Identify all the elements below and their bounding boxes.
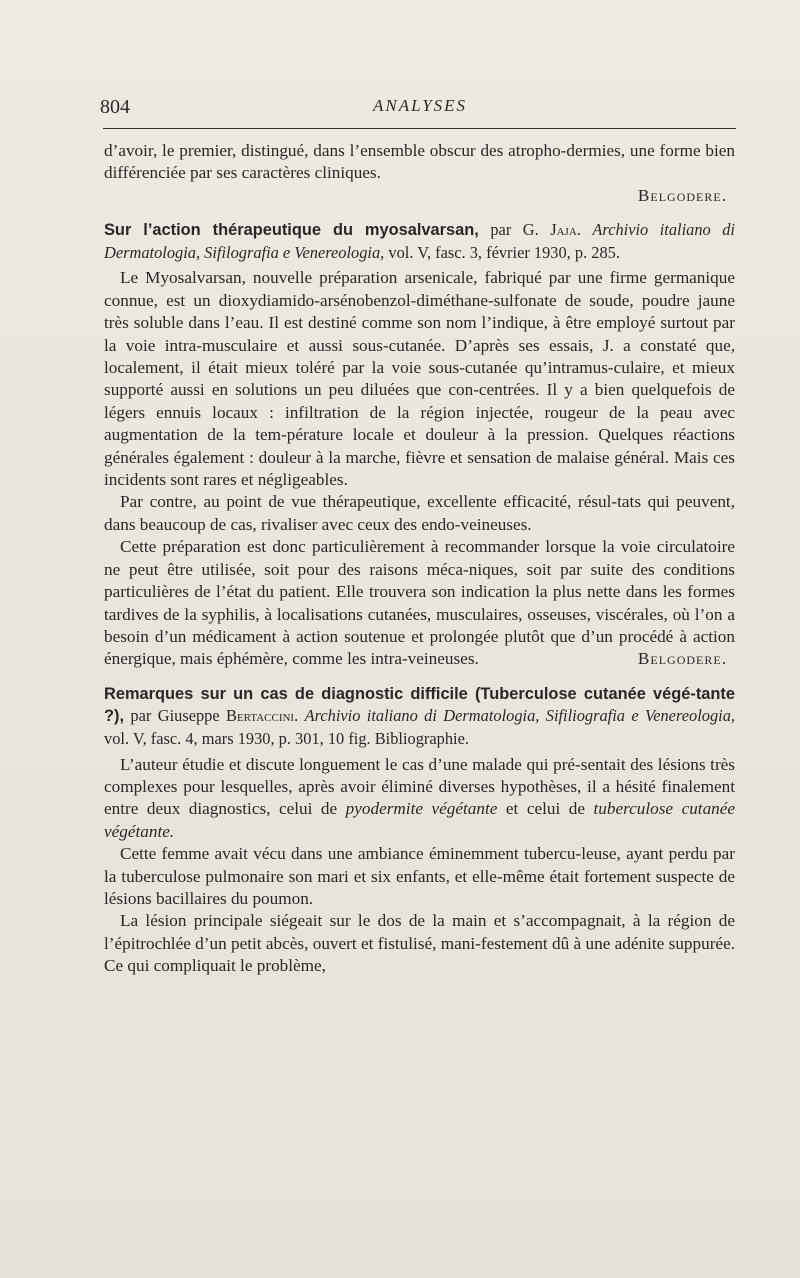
article2-by: par Giuseppe <box>130 706 220 726</box>
article2-journal: Archivio italiano di Dermatologia, Sifiliografia e Venereologia, <box>304 706 735 726</box>
article2-details: vol. V, fasc. 4, mars 1930, p. 301, 10 fig. Bibliographie. <box>104 728 469 748</box>
article2-paragraph-2: Cette femme avait vécu dans une ambiance éminemment tubercu-leuse, ayant perdu par la tuberculose pulmonaire son mari et six enfants, et elle-même était fortement suspecte de lésions bacillaires du poumon. <box>104 844 735 908</box>
article2-p1-mid: et celui de <box>505 799 585 819</box>
article2-term-pyodermite: pyodermite végétante <box>345 799 498 819</box>
article2-paragraph-1 <box>104 754 735 844</box>
page-header <box>100 96 740 122</box>
article2-paragraph-3: La lésion principale siégeait sur le dos de la main et s’accompagnait, à la région de l’épitrochlée d’un petit abcès, ouvert et fistulisé, mani-festement dû à une adénite suppurée. Ce qui compliquait le problème, <box>104 911 735 976</box>
article2-term-tuberculose: tuberculose cutanée végétante. <box>104 799 736 841</box>
article1-paragraph-1: Le Myosalvarsan, nouvelle préparation arsenicale, fabriqué par une firme germanique connue, est un dioxydiamido-arsénobenzol-diméthane-sulfonate de soude, poudre jaune très soluble dans l’eau. Il est destiné comme son nom l’indique, à être employé surtout par la voie intra-musculaire et aussi sous-cutanée. D’après ses essais, J. a constaté que, localement, il était mieux toléré par la voie sous-cutanée qu’intramus-culaire, et mieux supporté aussi en solutions un peu diluées que con-centrées. Il y a bien quelquefois de légers ennuis locaux : infiltration de la région injectée, rougeur de la peau avec augmentation de la tem-pérature locale et douleur à la pression. Quelques réactions générales également : douleur à la marche, fièvre et sensation de malaise général. Mais ces incidents sont rares et négligeables. <box>104 268 735 490</box>
article1-signature: Belgodere. <box>637 649 727 669</box>
article1-paragraph-2: Par contre, au point de vue thérapeutique, excellente efficacité, résul-tats qui peuvent, dans beaucoup de cas, rivaliser avec ceux des endo-veineuses. <box>104 492 735 534</box>
article2-reference <box>104 683 735 750</box>
article2-p1-text: L’auteur étudie et discute longuement le cas d’une malade qui pré-sentait des lésions très complexes pour lesquelles, après avoir éliminé diverses hypothèses, il a hésité finalement entre deux diagnostics, celui de <box>104 754 735 819</box>
page-number: 804 <box>100 96 130 118</box>
article1-paragraph-3-text: Cette préparation est donc particulièrement à recommander lorsque la voie circulatoire ne peut être utilisée, soit pour des raisons méca-niques, soit par suite des conditions particulières de l’état du patient. Elle trouvera son indication la plus nette dans les formes tardives de la syphilis, à localisations cutanées, musculaires, osseuses, viscérales, où l’on a besoin d’un médicament à action soutenue et prolongée plutôt que d’un procédé à action énergique, mais éphémère, comme les intra-veineuses. <box>104 537 735 669</box>
article1-by: par <box>490 220 512 240</box>
article1-reference <box>104 219 735 263</box>
intro-signature: Belgodere. <box>637 185 727 205</box>
article2-author: Bertaccini. <box>226 706 299 726</box>
article1-paragraph-3 <box>104 536 735 670</box>
article1-details: vol. V, fasc. 3, février 1930, p. 285. <box>388 242 620 262</box>
article1-journal: Archivio italiano di Dermatologia, Sifilografia e Venereologia, <box>104 220 735 262</box>
page-content <box>104 140 735 978</box>
article2-title: Remarques sur un cas de diagnostic difficile (Tuberculose cutanée végé-tante ?), <box>104 684 735 726</box>
article1-title: Sur l’action thérapeutique du myosalvarsan, <box>104 221 479 240</box>
intro-paragraph: d’avoir, le premier, distingué, dans l’ensemble obscur des atropho-dermies, une forme bien différenciée par ses caractères cliniques. <box>104 141 735 183</box>
running-head: ANALYSES <box>372 96 468 115</box>
header-rule <box>103 128 736 129</box>
article1-author: G. Jaja. <box>522 220 581 240</box>
